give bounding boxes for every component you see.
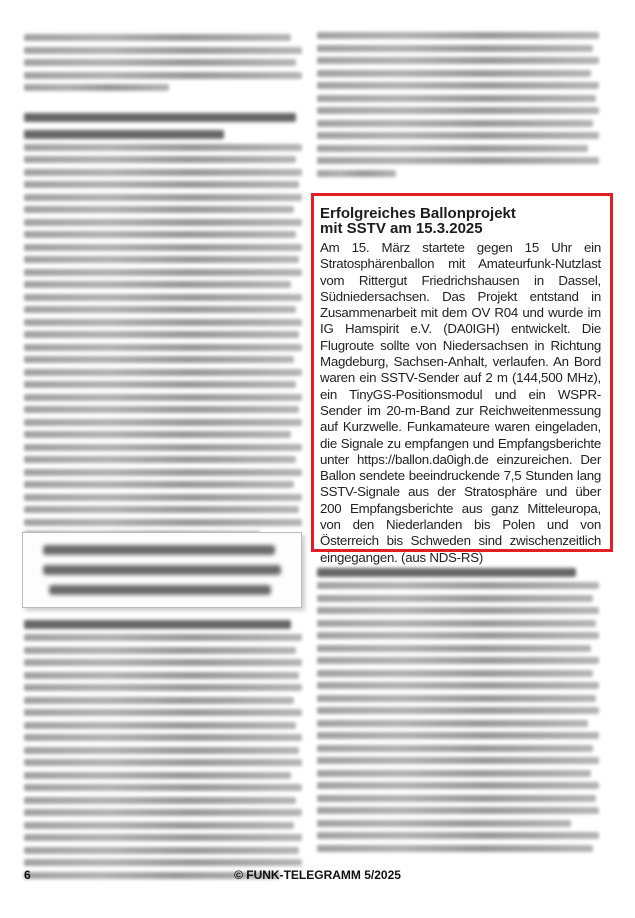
blurred-advertisement-box xyxy=(22,532,302,608)
article-title-line-2: mit SSTV am 15.3.2025 xyxy=(320,220,483,237)
page-number: 6 xyxy=(24,868,31,882)
footer-copyright: © FUNK-TELEGRAMM 5/2025 xyxy=(234,868,401,882)
blurred-right-column-upper xyxy=(317,32,599,182)
article-title xyxy=(320,206,601,236)
article-body: Am 15. März startete gegen 15 Uhr ein Stratosphärenballon mit Amateurfunk-Nutzlast vom Rittergut Friedrichshausen in Dassel, Südniedersachsen. Das Projekt entstand in Zusammenarbeit mit dem OV R04 und wurde im IG Hamspirit e.V. (DA0IGH) entwickelt. Die Flugroute sollte von Niedersachsen in Richtung Magdeburg, Sachsen-Anhalt, verlaufen. An Bord waren ein SSTV-Sender auf 2 m (144,500 MHz), ein TinyGS-Positionsmodul und ein WSPR-Sender im 20-m-Band zur Reichweitenmessung auf Kurzwelle. Funkamateure waren eingeladen, die Signale zu empfangen und Empfangsberichte unter https://ballon.da0igh.de einzureichen. Der Ballon sendete beeindruckende 7,5 Stunden lang SSTV-Signale aus der Stratosphäre und über 200 Empfangsberichte aus ganz Mitteleuropa, von den Niederlanden bis Polen und von Österreich bis Schweden sind zwischenzeitlich eingegangen. (aus NDS-RS) xyxy=(320,240,601,565)
blurred-left-column-upper xyxy=(24,34,302,544)
article-title-line-1: Erfolgreiches Ballonprojekt xyxy=(320,205,516,222)
blurred-right-column-lower xyxy=(317,560,599,857)
blurred-left-column-lower xyxy=(24,612,302,884)
highlighted-article-box xyxy=(311,193,613,565)
